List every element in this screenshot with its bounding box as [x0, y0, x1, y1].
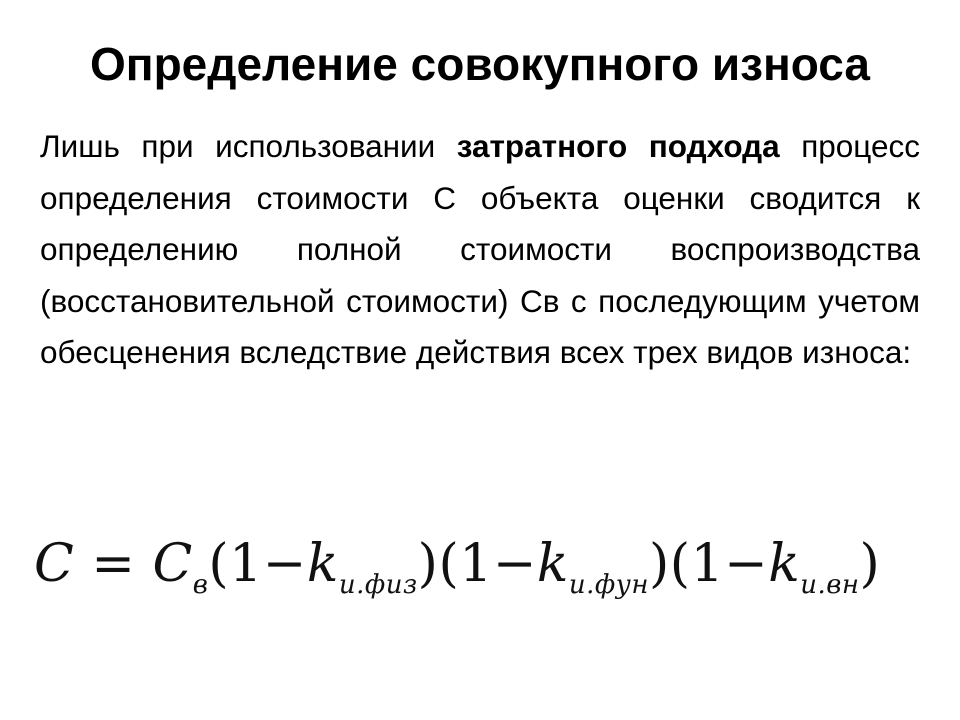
paragraph-bold-term: затратного подхода: [456, 128, 780, 164]
factor-subscript: и.фун: [568, 570, 649, 600]
slide-title: Определение совокупного износа: [90, 38, 870, 90]
factor-close: ): [648, 534, 670, 594]
paragraph-rest: процесс определения стоимости С объекта оценки сводится к определению полной стоимости воспроизводства (восстановительной стоимости) Св с последующим учетом обесценения вследствие действия всех трех видов износа:: [40, 128, 920, 370]
factor-subscript: и.физ: [338, 570, 418, 600]
formula-equals: =: [91, 534, 136, 594]
factor-open: (1: [438, 534, 493, 594]
factor-k: k: [306, 534, 339, 594]
formula-base-subscript: в: [192, 570, 209, 600]
body-paragraph: [40, 121, 920, 379]
factor-close: ): [859, 534, 881, 594]
factor-close: ): [417, 534, 439, 594]
formula-factor-functional: [438, 534, 670, 600]
factor-minus: −: [262, 534, 307, 594]
factor-k: k: [768, 534, 801, 594]
factor-subscript: и.вн: [800, 570, 860, 600]
factor-open: (1: [669, 534, 725, 594]
formula-lhs: C: [34, 534, 75, 594]
factor-open: (1: [208, 534, 263, 594]
factor-k: k: [536, 534, 569, 594]
factor-minus: −: [492, 534, 537, 594]
formula-factor-physical: [208, 534, 439, 600]
formula-base: C: [152, 534, 193, 594]
factor-minus: −: [724, 534, 769, 594]
formula-factor-external: [669, 534, 881, 600]
cost-formula: [34, 524, 880, 604]
paragraph-intro: Лишь при использовании: [40, 128, 457, 164]
